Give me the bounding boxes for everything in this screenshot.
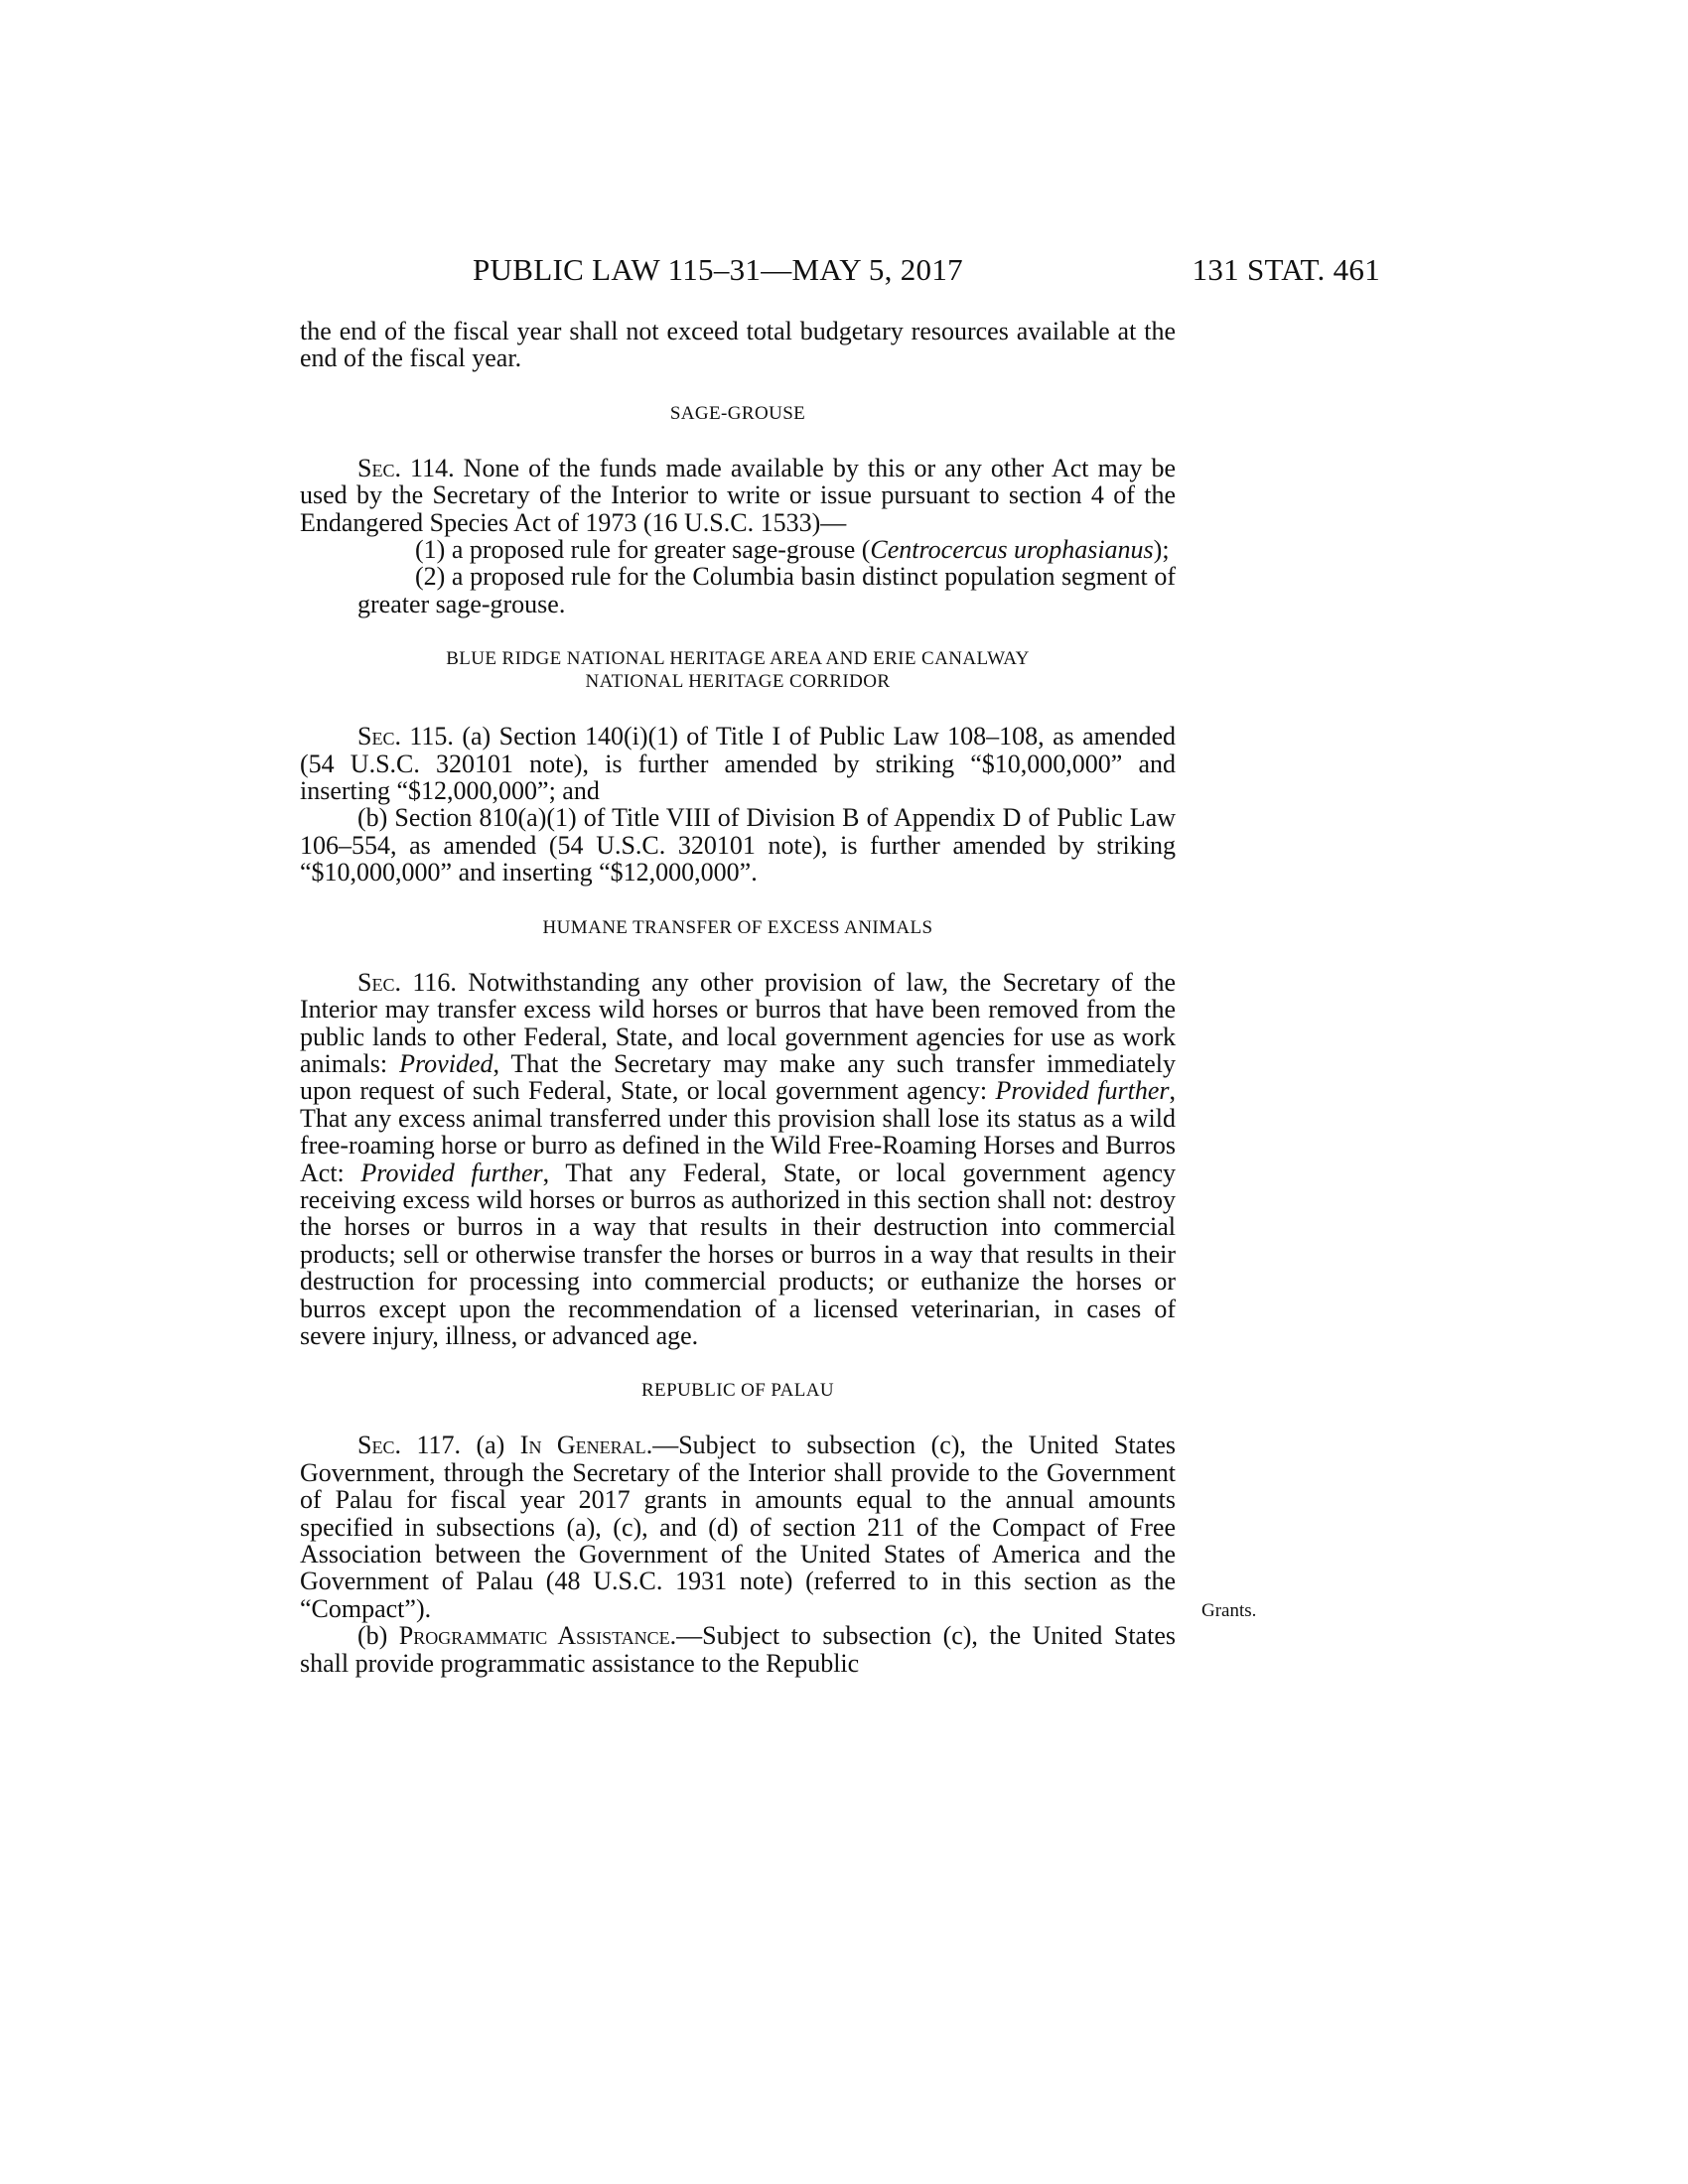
- item-1-post: );: [1153, 535, 1170, 565]
- section-117-a-prefix: 117. (a): [400, 1431, 520, 1460]
- section-heading-sage-grouse: SAGE-GROUSE: [669, 402, 806, 424]
- section-heading-palau: REPUBLIC OF PALAU: [640, 1380, 835, 1402]
- running-header-title: PUBLIC LAW 115–31—MAY 5, 2017: [473, 252, 963, 287]
- section-116-text-4: , That any Federal, State, or local government agency receiving excess wild horses or burros as authorized in this section shall not: destroy the horses or burros in a way that results in their destruction into commercial products; sell or otherwise transfer the horses or burros in a way that results in their destruction for processing into commercial products; or euthanize the horses or burros except upon the recommendation of a licensed veterinarian, in cases of severe injury, illness, or advanced age.: [300, 1158, 1177, 1350]
- margin-note-grants: Grants.: [1201, 1600, 1257, 1621]
- section-115-paragraph-b: (b) Section 810(a)(1) of Title VIII of Division B of Appendix D of Public Law 106–554, as amended (54 U.S.C. 320101 note), is further amended by striking “$10,000,000” and inserting “$12,000,000”.: [300, 803, 1176, 887]
- proviso-italic: Provided further: [995, 1076, 1170, 1106]
- section-116-text-1: 116. Notwithstanding any other provision of law, the Secretary of the Interior may transfer excess wild horses or burros that have been removed from the public lands to other Federal, State, and local government agencies for use as work animals:: [300, 967, 1176, 1078]
- subsection-caption: Programmatic Assistance: [398, 1621, 670, 1651]
- section-116-paragraph: [300, 969, 1176, 1350]
- section-117-paragraph-b: [300, 1622, 1176, 1677]
- section-114-paragraph: [300, 455, 1176, 536]
- section-heading-humane-transfer: HUMANE TRANSFER OF EXCESS ANIMALS: [542, 916, 933, 938]
- statute-page-number: 131 STAT. 461: [1192, 252, 1380, 287]
- section-114-item-2: [300, 563, 1176, 617]
- item-2-text: (2) a proposed rule for the Columbia basin distinct population segment of greater sage-grouse.: [357, 562, 1176, 618]
- page-body: [300, 318, 1176, 1677]
- section-115-text: 115. (a) Section 140(i)(1) of Title I of Public Law 108–108, as amended (54 U.S.C. 320101 note), is further amended by striking “$10,000,000” and inserting “$12,000,000”; and: [300, 722, 1176, 806]
- section-117-b-prefix: (b): [357, 1621, 399, 1651]
- section-117-a-text: .—Subject to subsection (c), the United States Government, through the Secretary of the Interior shall provide to the Government of Palau for fiscal year 2017 grants in amounts equal to the annual amounts specified in subsections (a), (c), and (d) of section 211 of the Compact of Free Association between the Government of the United States of America and the Government of Palau (48 U.S.C. 1931 note) (referred to in this section as the “Compact”).: [300, 1431, 1176, 1623]
- heading-line-1: BLUE RIDGE NATIONAL HERITAGE AREA AND ERIE CANALWAY: [446, 648, 1030, 670]
- heading-line-2: NATIONAL HERITAGE CORRIDOR: [585, 671, 891, 693]
- sec-label: Sec.: [357, 1431, 401, 1460]
- proviso-italic: Provided further: [360, 1158, 543, 1187]
- continuation-paragraph: the end of the fiscal year shall not exceed total budgetary resources available at the end of the fiscal year.: [300, 317, 1176, 373]
- running-header: [298, 250, 1380, 290]
- section-116-text-3: , That any excess animal transferred under this provision shall lose its status as a wild free-roaming horse or burro as defined in the Wild Free-Roaming Horses and Burros Act:: [300, 1076, 1177, 1187]
- sec-label: Sec.: [357, 967, 401, 997]
- item-1-italic: Centrocercus urophasianus: [870, 535, 1154, 565]
- section-117-b-text: .—Subject to subsection (c), the United States shall provide programmatic assistance to the Republic: [300, 1621, 1176, 1678]
- sec-label: Sec.: [357, 453, 401, 482]
- item-1-text: (1) a proposed rule for greater sage-grouse (: [415, 535, 871, 565]
- section-116-text-2: , That the Secretary may make any such transfer immediately upon request of such Federal, State, or local government agency:: [300, 1048, 1177, 1106]
- sec-label: Sec.: [357, 722, 401, 751]
- subsection-caption: In General: [519, 1431, 646, 1460]
- section-114-text: 114. None of the funds made available by this or any other Act may be used by the Secretary of the Interior to write or issue pursuant to section 4 of the Endangered Species Act of 1973 (16 U.S.C. 1533)—: [300, 453, 1176, 537]
- section-117-paragraph-a: [300, 1432, 1176, 1622]
- section-115-paragraph-a: [300, 723, 1176, 804]
- section-heading-blue-ridge: [300, 647, 1176, 693]
- section-114-item-1: [300, 536, 1176, 563]
- proviso-italic: Provided: [399, 1048, 493, 1078]
